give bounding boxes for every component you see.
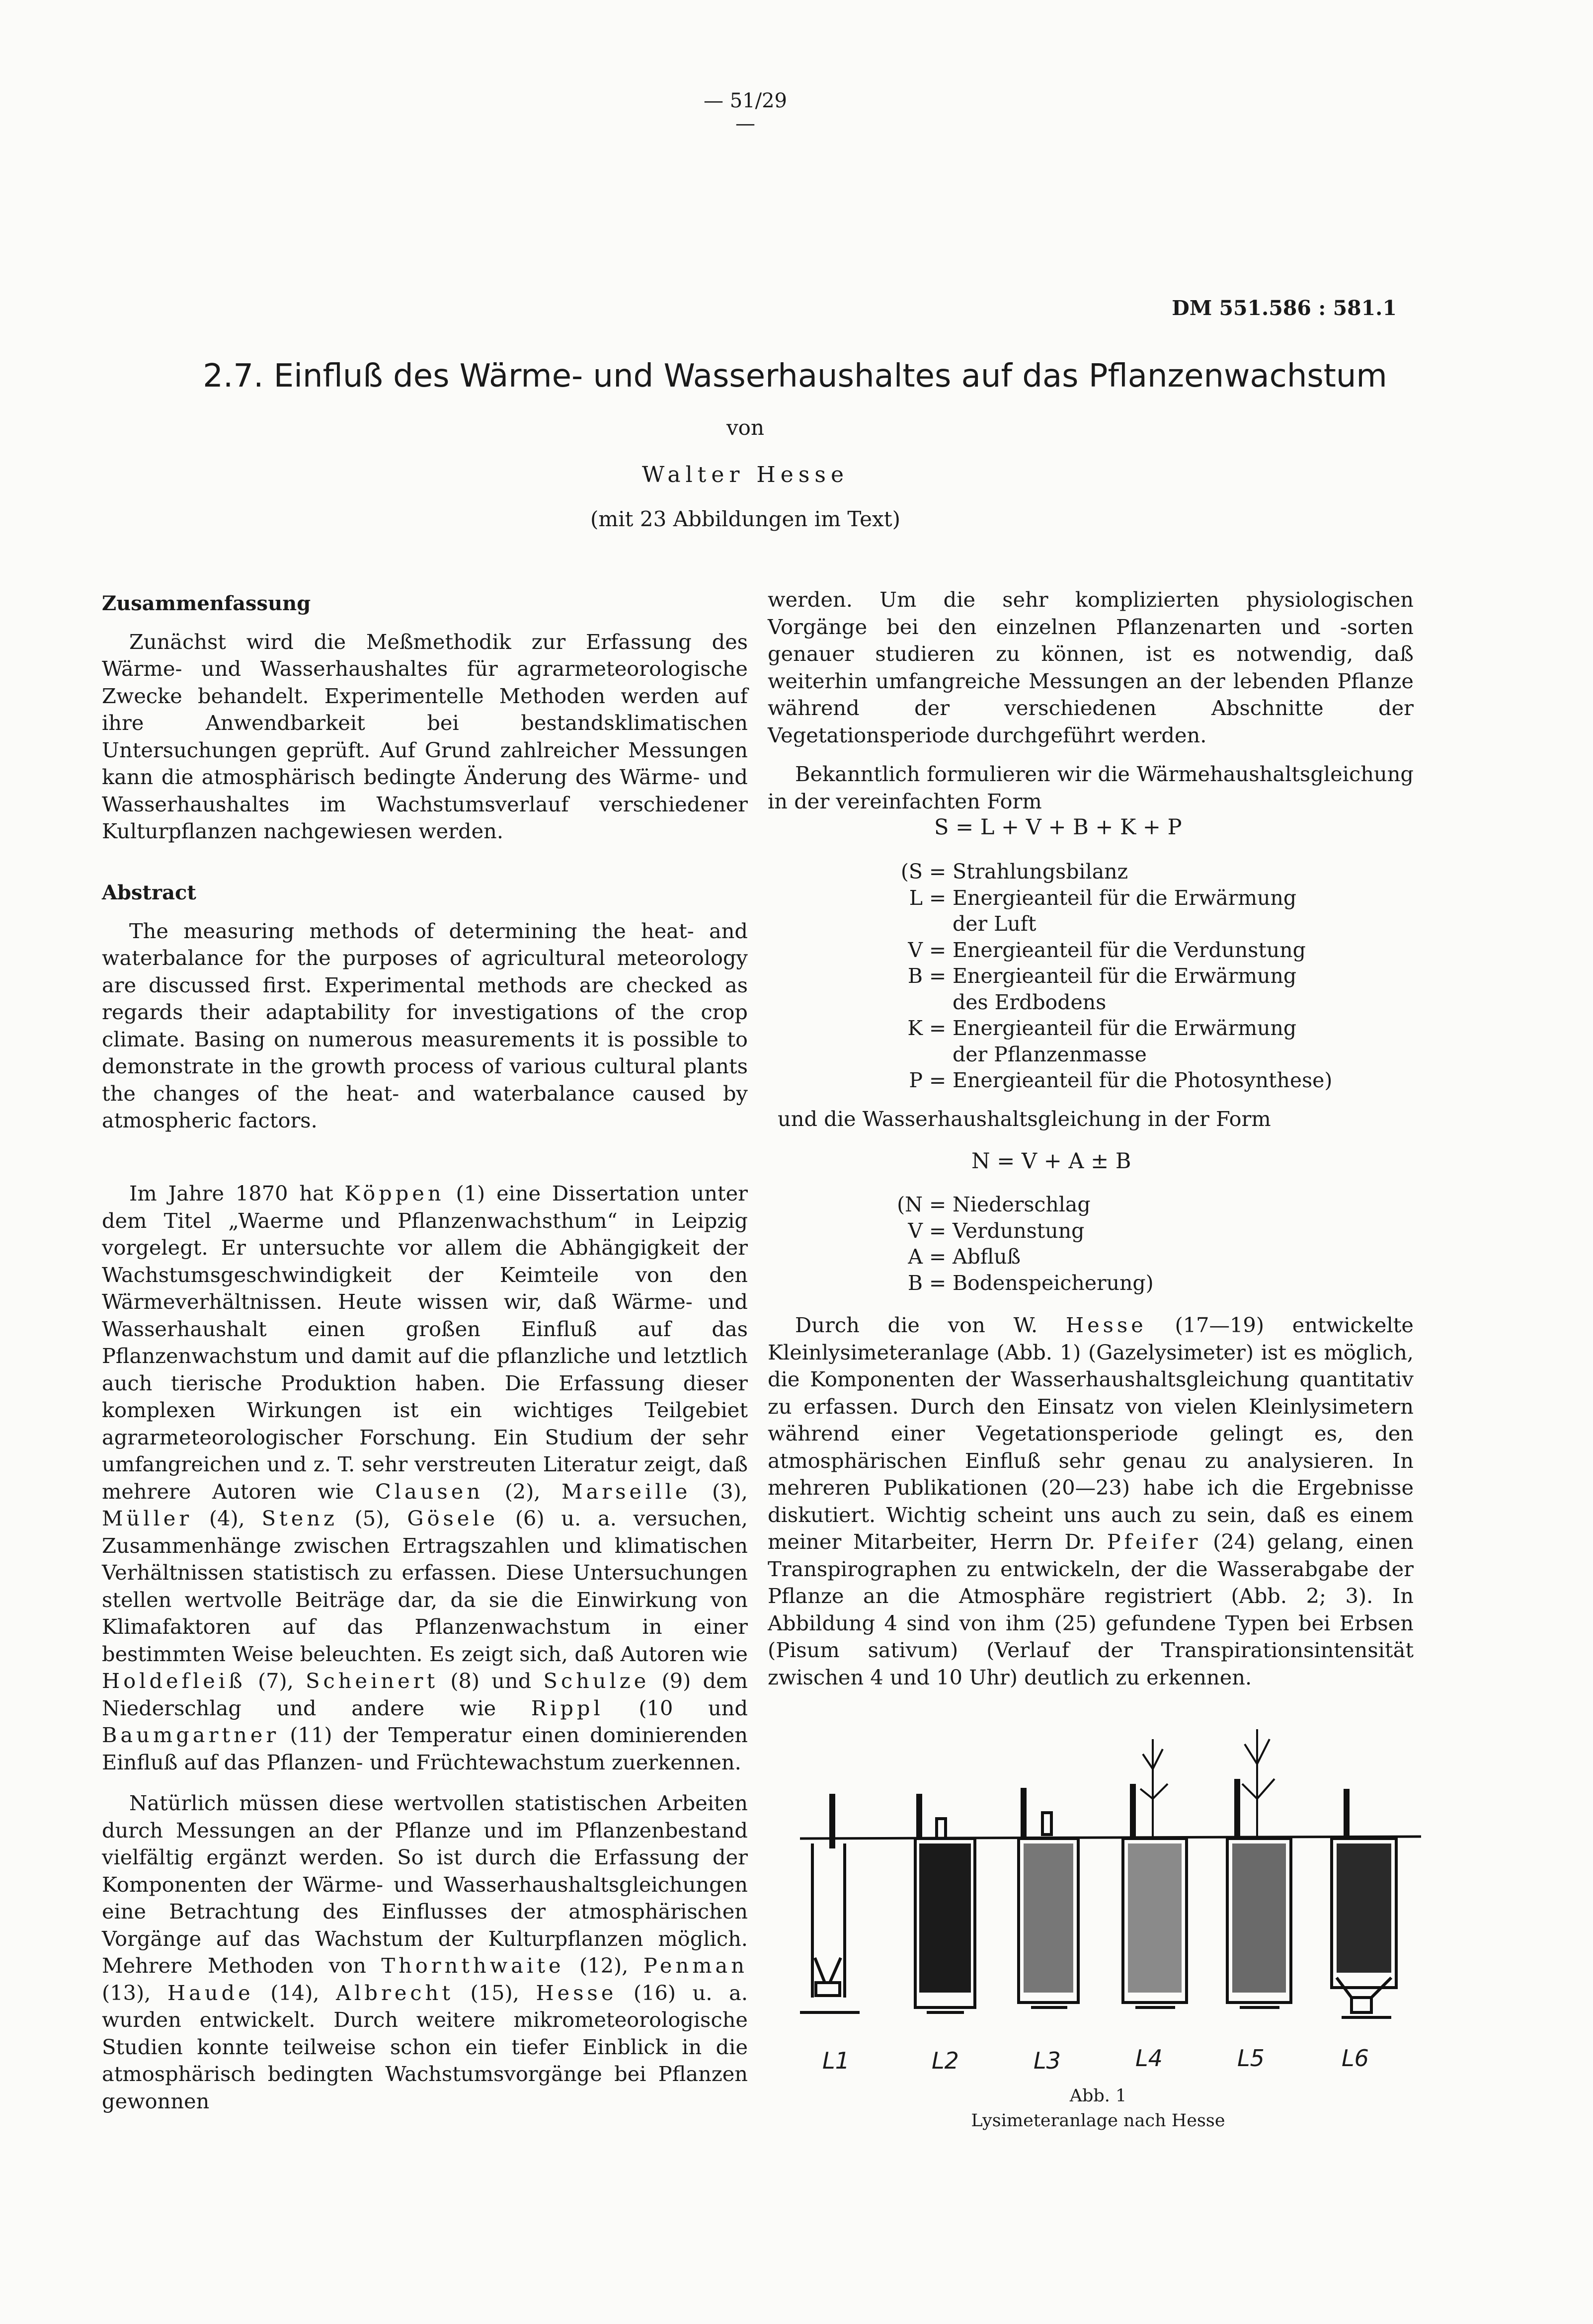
text-run: (10 und (603, 1695, 748, 1720)
definition-row (887, 885, 1332, 911)
equals-sign: = (929, 1016, 947, 1040)
body-right-intro (768, 586, 1414, 815)
definition-row (887, 1015, 1332, 1042)
body-right-paragraph-1: Bekanntlich formulieren wir die Wärmehaushaltsgleichung in der vereinfachten Form (768, 762, 1414, 813)
figure-caption-text: Lysimeteranlage nach Hesse (971, 2111, 1225, 2131)
definition-continuation: der Pflanzenmasse (953, 1042, 1147, 1066)
figure-label-l2: L2 (932, 2047, 959, 2074)
equals-sign: = (929, 1218, 947, 1243)
body-right-paragraph-2: und die Wasserhaushaltsgleichung in der Form (778, 1107, 1271, 1131)
author-citation: Penman (643, 1953, 748, 1978)
author-citation: Schulze (543, 1669, 650, 1693)
definition-symbol: V (908, 1218, 923, 1243)
text-run: (1) eine Dissertation unter dem Titel „Waerme und Pflanzenwachsthum“ in Leipzig vorgelegt. Er untersuchte vor allem die Abhängigkeit der Wachstumsgeschwindigkeit der Keimteile von den Wärmeverhältnissen. Heute wissen wir, daß Wärme- und Wasserhaushalt einen großen Einfluß auf das Pflanzenwachstum und damit auf die pflanzliche und letztlich auch tierische Produktion haben. Die Erfassung dieser komplexen Wirkungen ist ein wichtiges Teilgebiet agrarmeteorologischer Forschung. Ein Studium der sehr umfangreichen und z. T. sehr verstreuten Literatur zeigt, daß mehrere Autoren wie (102, 1181, 748, 1504)
heat-balance-equation: S = L + V + B + K + P (934, 815, 1182, 840)
definition-symbol: B (907, 1271, 923, 1295)
author-name: Walter Hesse (641, 462, 849, 487)
definition-row (887, 1067, 1332, 1094)
water-balance-intro (768, 1106, 1414, 1133)
figure-count-note: (mit 23 Abbildungen im Text) (590, 507, 900, 531)
author-citation: Marseille (561, 1479, 691, 1504)
lysimeter-4 (1123, 1739, 1187, 2007)
lysimeter-1 (800, 1794, 860, 2012)
text-run: Natürlich müssen diese wertvollen statistischen Arbeiten durch Messungen an der Pflanze und im Pflanzenbestand vielfältig ergänzt werden. So ist durch die Erfassung der Komponenten der Wärme- und Wasserhaushaltsgleichungen eine Betrachtung des Einflusses der atmosphärischen Vorgänge auf das Wachstum der Kulturpflanzen möglich. Mehrere Methoden von (102, 1791, 748, 1978)
text-run: (24) gelang, einen Transpirographen zu entwickeln, der die Wasserabgabe der Pflanze an die Atmosphäre registriert (Abb. 2; 3). In Abbildung 4 sind von ihm (25) gefundene Typen bei Erbsen (Pisum sativum) (Verlauf der Transpirationsintensität zwischen 4 und 10 Uhr) deutlich zu erkennen. (768, 1529, 1414, 1689)
definition-row (887, 1244, 1154, 1270)
text-run: Durch die von W. (795, 1313, 1066, 1337)
equals-sign: = (929, 964, 947, 988)
author-citation: Hesse (1065, 1313, 1147, 1337)
text-run: Im Jahre 1870 hat (129, 1181, 345, 1205)
definition-text: Energieanteil für die Photosynthese) (953, 1068, 1333, 1092)
definition-row (887, 1218, 1154, 1244)
lysimeter-3 (1019, 1788, 1078, 2007)
definition-text: Strahlungsbilanz (953, 860, 1128, 883)
definition-text: Energieanteil für die Erwärmung (953, 885, 1297, 910)
author-citation: Clausen (375, 1479, 484, 1504)
author-citation: Gösele (407, 1506, 499, 1530)
body-right-paragraph-3 (768, 1312, 1414, 1691)
text-run: (14), (253, 1980, 336, 2005)
lysimeter-5 (1227, 1729, 1291, 2007)
author-citation: Müller (102, 1506, 193, 1530)
text-run: (4), (192, 1506, 262, 1530)
text-run: (6) u. a. versuchen, Zusammenhänge zwischen Ertragszahlen und klimatischen Verhältnissen statistisch zu erfassen. Diese Untersuchungen stellen wertvolle Beiträge dar, da sie die Einwirkung von Klimafaktoren auf das Pflanzenwachstum in einer bestimmten Weise beleuchten. Es zeigt sich, daß Autoren wie (102, 1506, 748, 1666)
abstract-text: The measuring methods of determining the heat- and waterbalance for the purposes of agricultural meteorology are discussed first. Experimental methods are checked as regards their adaptability for investigations of the crop climate. Basing on numerous measurements it is possible to demonstrate in the growth process of various cultural plants the changes of the heat- and waterbalance caused by atmospheric factors. (102, 918, 748, 1132)
definition-row (887, 963, 1332, 989)
water-balance-definitions (887, 1192, 1154, 1296)
author-citation: Hesse (536, 1980, 617, 2005)
definition-symbol: V (908, 938, 923, 962)
text-run: (9) dem Niederschlag und andere wie (102, 1669, 748, 1720)
definition-symbol: P (909, 1068, 923, 1092)
text-run: (2), (483, 1479, 562, 1504)
definition-text: Abfluß (953, 1245, 1021, 1269)
text-run: (8) und (438, 1669, 544, 1693)
zusammenfassung-section (102, 590, 748, 845)
definition-text: Niederschlag (953, 1193, 1091, 1216)
text-run: (13), (102, 1980, 167, 2005)
lysimeter-2 (915, 1794, 975, 2012)
definition-symbol: L (909, 885, 923, 910)
text-run: (11) der Temperatur einen dominierenden Einfluß auf das Pflanzen- und Früchtewachstum zuerkennen. (102, 1723, 748, 1774)
text-run: (15), (454, 1980, 536, 2005)
definition-row (887, 1192, 1154, 1218)
author-citation: Baumgartner (102, 1723, 280, 1747)
lysimeter-figure (785, 1719, 1431, 2047)
text-run: (17—19) entwickelte Kleinlysimeteranlage (Abb. 1) (Gazelysimeter) ist es möglich, die Komponenten der Wasserhaushaltsgleichung quantitativ zu erfassen. Durch den Einsatz von vielen Kleinlysimetern während einer Vegetationsperiode gelingt es, den atmosphärischen Einfluß sehr genau zu analysieren. In mehreren Publikationen (20—23) habe ich die Ergebnisse diskutiert. Wichtig scheint uns auch zu sein, daß es einem meiner Mitarbeiter, Herrn Dr. (768, 1313, 1414, 1554)
article-title: 2.7. Einfluß des Wärme- und Wasserhaushaltes auf das Pflanzenwachstum (203, 358, 1387, 395)
figure-caption-number: Abb. 1 (1069, 2086, 1127, 2106)
equals-sign: = (929, 1193, 947, 1216)
text-run: (3), (691, 1479, 748, 1504)
ground-line (800, 1837, 1421, 1839)
author-citation: Thornthwaite (381, 1953, 564, 1978)
definition-text: Energieanteil für die Erwärmung (953, 1016, 1297, 1040)
author-citation: Köppen (344, 1181, 445, 1205)
text-run: (16) u. a. wurden entwickelt. Durch weitere mikrometeorologische Studien konnte teilweise schon ein tiefer Einblick in die atmosphärisch bedingten Wachstumsvorgänge bei Pflanzen gewonnen (102, 1980, 748, 2113)
body-left (102, 1180, 748, 2115)
definition-text: Energieanteil für die Verdunstung (953, 938, 1306, 962)
definition-row (887, 1270, 1154, 1296)
body-paragraph-1 (102, 1180, 748, 1776)
text-run: (7), (245, 1669, 306, 1693)
author-citation: Rippl (531, 1695, 604, 1720)
text-run: (12), (564, 1953, 643, 1978)
body-right-paragraph-0: werden. Um die sehr komplizierten physiologischen Vorgänge bei den einzelnen Pflanzenarten und -sorten genauer studieren zu können, ist es notwendig, daß weiterhin umfangreiche Messungen an der lebenden Pflanze während der verschiedenen Abschnitte der Vegetationsperiode durchgeführt werden. (768, 587, 1414, 747)
definition-text: Verdunstung (953, 1218, 1085, 1243)
definition-symbol: (N (897, 1193, 923, 1216)
author-citation: Scheinert (306, 1669, 439, 1693)
water-balance-equation: N = V + A ± B (971, 1149, 1131, 1174)
figure-label-l3: L3 (1034, 2047, 1061, 2074)
author-citation: Albrecht (336, 1980, 454, 2005)
definition-row (887, 859, 1332, 885)
figure-label-l1: L1 (822, 2047, 850, 2074)
author-citation: Haude (167, 1980, 254, 2005)
equals-sign: = (929, 1271, 947, 1295)
von-label: von (726, 415, 765, 440)
author-citation: Stenz (261, 1506, 338, 1530)
definition-text: Energieanteil für die Erwärmung (953, 964, 1297, 988)
zusammenfassung-text: Zunächst wird die Meßmethodik zur Erfassung des Wärme- und Wasserhaushaltes für agrarmeteorologische Zwecke behandelt. Experimentelle Methoden werden auf ihre Anwendbarkeit bei bestandsklimatischen Untersuchungen geprüft. Auf Grund zahlreicher Messungen kann die atmosphärisch bedingte Änderung des Wärme- und Wasserhaushaltes im Wachstumsverlauf verschiedener Kulturpflanzen nachgewiesen werden. (102, 629, 748, 843)
text-run: (5), (337, 1506, 407, 1530)
equals-sign: = (929, 1245, 947, 1269)
lysimeter-6 (1332, 1789, 1396, 2017)
author-citation: Pfeifer (1107, 1529, 1201, 1554)
body-right-lysimeter (768, 1312, 1414, 1691)
definition-continuation: der Luft (953, 912, 1036, 936)
abstract-heading: Abstract (102, 881, 196, 904)
figure-label-l6: L6 (1342, 2045, 1369, 2072)
definition-symbol: B (907, 964, 923, 988)
body-paragraph-2 (102, 1790, 748, 2115)
zusammenfassung-heading: Zusammenfassung (102, 592, 311, 615)
abstract-section (102, 880, 748, 1134)
equals-sign: = (929, 885, 947, 910)
definition-symbol: K (907, 1016, 923, 1040)
definition-row (887, 937, 1332, 963)
dm-classification: DM 551.586 : 581.1 (1172, 296, 1397, 320)
definition-continuation: des Erdbodens (953, 990, 1107, 1014)
equals-sign: = (929, 1068, 947, 1092)
equals-sign: = (929, 938, 947, 962)
definition-symbol: (S (900, 860, 923, 883)
figure-label-l5: L5 (1237, 2045, 1265, 2072)
heat-balance-definitions (887, 859, 1332, 1094)
page-number: — 51/29 — (704, 89, 787, 135)
equals-sign: = (929, 860, 947, 883)
author-citation: Holdefleiß (102, 1669, 246, 1693)
definition-symbol: A (908, 1245, 923, 1269)
definition-text: Bodenspeicherung) (953, 1271, 1154, 1295)
figure-label-l4: L4 (1135, 2045, 1163, 2072)
